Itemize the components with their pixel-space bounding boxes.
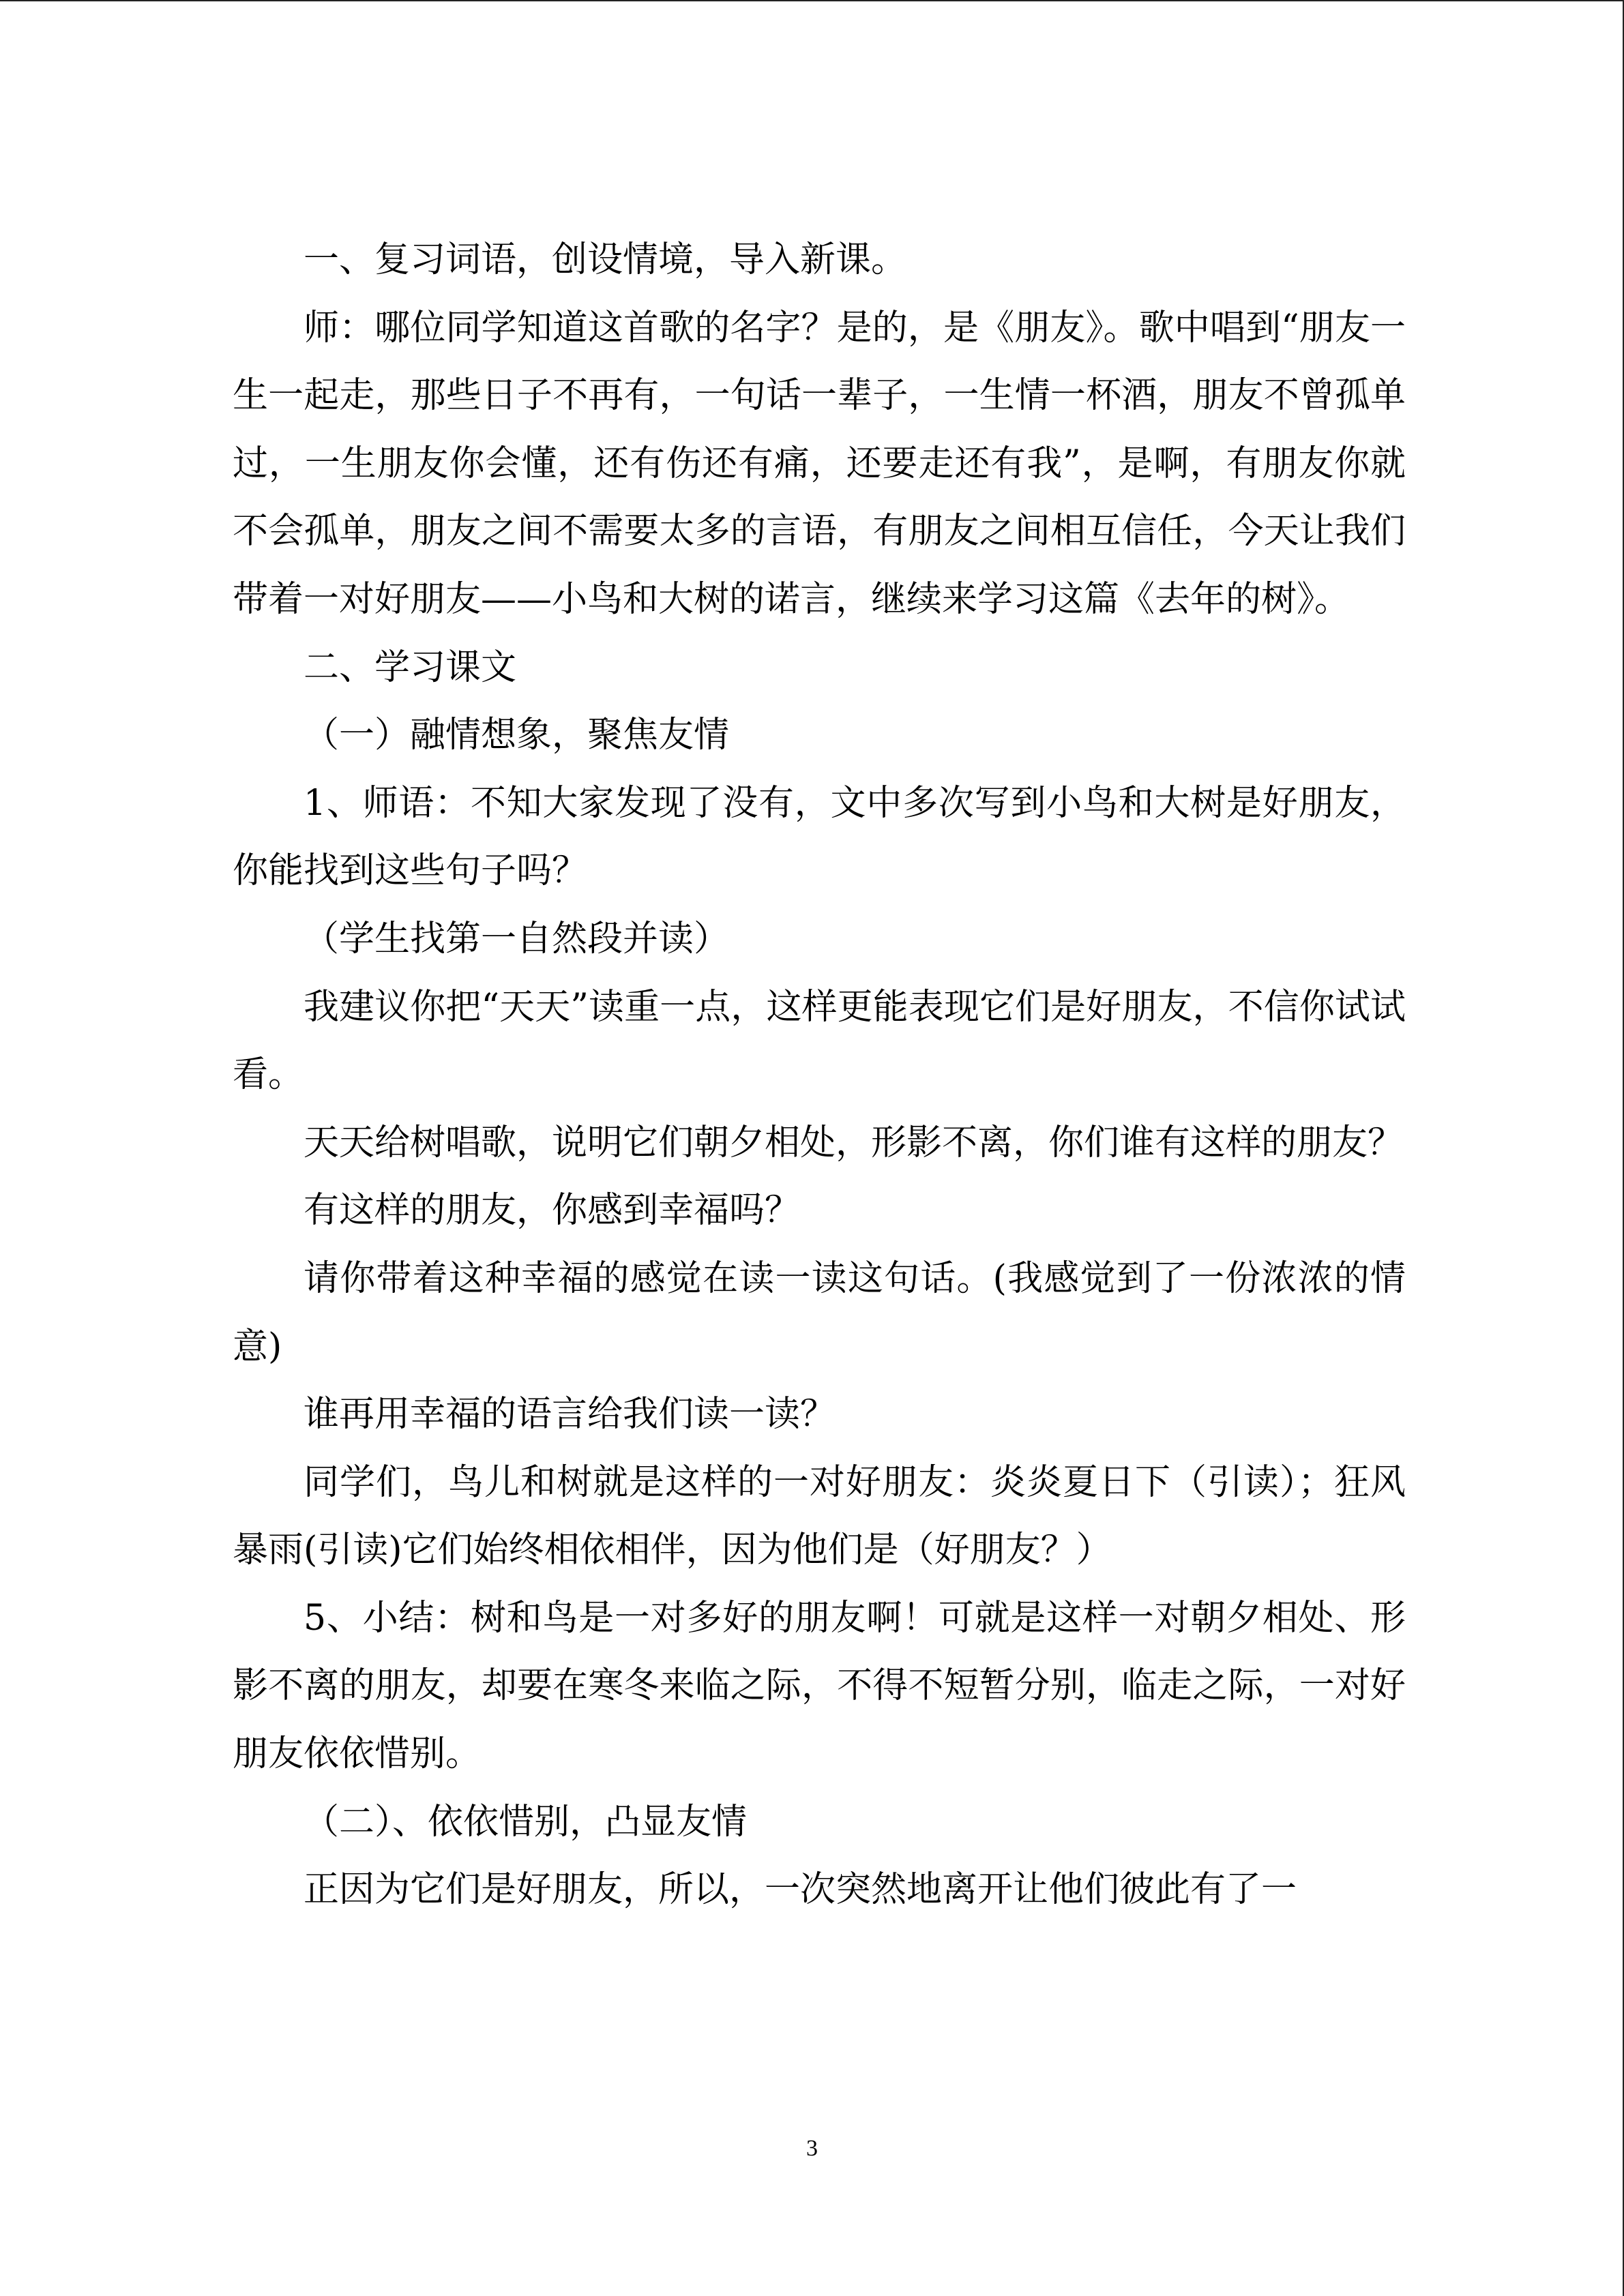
paragraph-good-friends: 同学们，鸟儿和树就是这样的一对好朋友：炎炎夏日下（引读）；狂风暴雨(引读)它们始终相依相伴，因为他们是（好朋友？） — [233, 1461, 1406, 1571]
paragraph-read-tiantian: 我建议你把“天天”读重一点，这样更能表现它们是好朋友，不信你试试看。 — [233, 986, 1406, 1096]
paragraph-who-reads: 谁再用幸福的语言给我们读一读？ — [304, 1394, 836, 1435]
heading-review: 一、复习词语，创设情境，导入新课。 — [304, 239, 907, 280]
paragraph-find-sentences: 1、师语：不知大家发现了没有，文中多次写到小鸟和大树是好朋友，你能找到这些句子吗？ — [233, 782, 1406, 892]
heading-learn-text: 二、学习课文 — [304, 646, 517, 688]
paragraph-feel-happy: 有这样的朋友，你感到幸福吗？ — [304, 1190, 801, 1232]
paragraph-teacher-intro: 师：哪位同学知道这首歌的名字？是的，是《朋友》。歌中唱到“朋友一生一起走，那些日子不再有，一句话一辈子，一生情一杯酒，朋友不曾孤单过，一生朋友你会懂，还有伤还有痛，还要走还有我”，是啊，有朋友你就不会孤单，朋友之间不需要太多的言语，有朋友之间相互信任，今天让我们带着一对好朋友——小鸟和大树的诺言，继续来学习这篇《去年的树》。 — [233, 307, 1406, 620]
page-number: 3 — [806, 2136, 818, 2161]
subheading-farewell: （二）、依依惜别，凸显友情 — [304, 1801, 748, 1843]
subheading-friendship: （一）融情想象，聚焦友情 — [304, 715, 730, 756]
paragraph-read-again: 请你带着这种幸福的感觉在读一读这句话。(我感觉到了一份浓浓的情意) — [233, 1257, 1406, 1367]
paragraph-sing-daily: 天天给树唱歌，说明它们朝夕相处，形影不离，你们谁有这样的朋友？ — [304, 1122, 1404, 1163]
paragraph-sudden-leave: 正因为它们是好朋友，所以，一次突然地离开让他们彼此有了一 — [304, 1869, 1297, 1911]
document-body — [233, 226, 1406, 1924]
paragraph-student-reads: （学生找第一自然段并读） — [304, 918, 730, 959]
paragraph-summary: 5、小结：树和鸟是一对多好的朋友啊！可就是这样一对朝夕相处、形影不离的朋友，却要在寒冬来临之际，不得不短暂分别，临走之际，一对好朋友依依惜别。 — [233, 1597, 1406, 1775]
